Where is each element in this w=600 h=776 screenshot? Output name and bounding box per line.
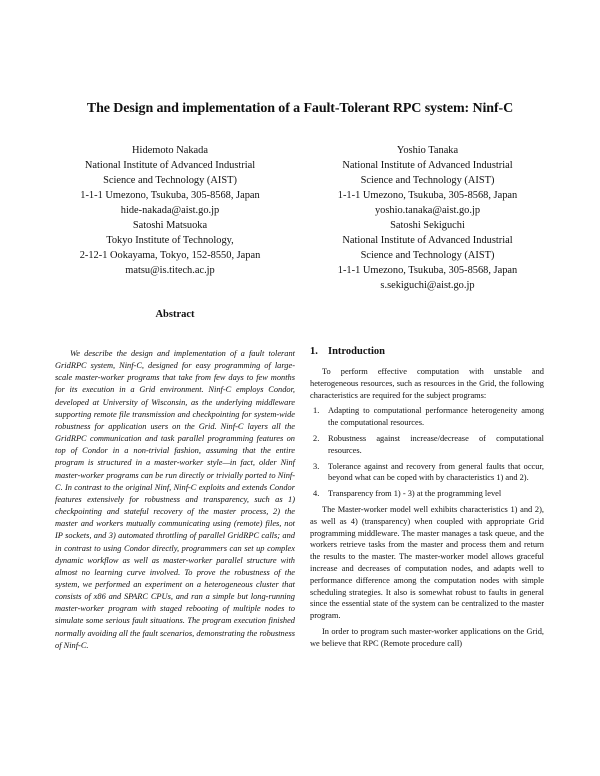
body-paragraph: The Master-worker model well exhibits characteristics 1) and 2), as well as 4) (transparency) when coupled with appropriate Grid programming middleware. The master manages a task queue, and the workers retrieve tasks from the master and process them and return the results to the master. The master-worker model allows graceful increase and decreases of computation nodes, and adapts well to performance difference among the computation nodes with simple scheduling strategies. It also is somewhat robust to faults in general since the essential state of the system can be centralized to the master program.	[310, 504, 544, 621]
author-block-matsuoka	[50, 218, 290, 278]
author-affiliation: Science and Technology (AIST)	[360, 250, 495, 261]
list-item	[310, 405, 544, 429]
author-affiliation: National Institute of Advanced Industrial	[84, 160, 256, 171]
author-email: hide-nakada@aist.go.jp	[120, 205, 220, 216]
author-affiliation: Science and Technology (AIST)	[103, 175, 237, 186]
author-block-tanaka	[305, 143, 550, 218]
list-item-number: 2.	[313, 433, 320, 443]
author-block-nakada	[50, 143, 290, 218]
author-address: 1-1-1 Umezono, Tsukuba, 305-8568, Japan	[337, 265, 518, 276]
author-address: 2-12-1 Ookayama, Tokyo, 152-8550, Japan	[79, 250, 261, 261]
list-item	[310, 461, 544, 485]
abstract-heading: Abstract	[155, 309, 195, 320]
author-email: yoshio.tanaka@aist.go.jp	[374, 205, 481, 216]
introduction-body	[310, 366, 544, 654]
author-email: s.sekiguchi@aist.go.jp	[380, 280, 475, 291]
author-block-sekiguchi	[305, 218, 550, 293]
list-item	[310, 488, 544, 500]
author-affiliation: National Institute of Advanced Industrial	[342, 160, 513, 171]
author-name: Satoshi Sekiguchi	[390, 220, 465, 231]
list-item-text: Robustness against increase/decrease of computational resources.	[328, 433, 544, 455]
author-name: Satoshi Matsuoka	[132, 220, 208, 231]
list-item-text: Transparency from 1) - 3) at the programming level	[328, 489, 502, 499]
paper-title: The Design and implementation of a Fault-Tolerant RPC system: Ninf-C	[86, 101, 514, 116]
author-name: Yoshio Tanaka	[396, 145, 459, 156]
author-address: 1-1-1 Umezono, Tsukuba, 305-8568, Japan	[337, 190, 518, 201]
abstract-body	[55, 348, 295, 652]
body-paragraph: To perform effective computation with unstable and heterogeneous resources, such as resources in the Grid, the following characteristics are required for the subject programs:	[310, 367, 544, 400]
author-name: Hidemoto Nakada	[132, 145, 208, 156]
section-title: Introduction	[328, 346, 385, 357]
author-address: 1-1-1 Umezono, Tsukuba, 305-8568, Japan	[80, 190, 260, 201]
author-affiliation: Science and Technology (AIST)	[360, 175, 495, 186]
author-email: matsu@is.titech.ac.jp	[125, 265, 215, 276]
list-item-number: 4.	[313, 489, 320, 499]
section-number: 1.	[310, 346, 318, 357]
list-item-text: Tolerance against and recovery from general faults that occur, beyond what can be coped with by characteristics 1) and 2).	[328, 461, 544, 483]
author-affiliation: National Institute of Advanced Industrial	[342, 235, 513, 246]
list-item	[310, 433, 544, 457]
author-affiliation: Tokyo Institute of Technology,	[106, 235, 234, 246]
list-item-number: 3.	[313, 461, 320, 471]
list-item-number: 1.	[313, 406, 320, 416]
abstract-paragraph: We describe the design and implementation of a fault tolerant GridRPC system, Ninf-C, designed for easy programming of large-scale master-worker programs that take from few days to few months for its execution in a Grid environment. Ninf-C employs Condor, developed at University of Wisconsin, as the underlying middleware supporting remote file transmission and checkpointing for system-wide robustness for application users on the Grid. Ninf-C layers all the GridRPC communication and task parallel programming features on top of Condor in a non-trivial fashion, assuming that the entire program is structured in a master-worker style—in fact, older Ninf master-worker programs can be run directly or trivially ported to Ninf-C. In contrast to the original Ninf, Ninf-C exploits and extends Condor features extensively for robustness and transparency, such as 1) checkpointing and stateful recovery of the master process, 2) the master and workers mutually communicating using (remote) files, not IP sockets, and 3) automated throttling of parallel GridRPC calls; and in contrast to using Condor directly, programmers can set up complex dynamic workflow as well as master-worker parallel structure with almost no learning curve involved. To prove the robustness of the system, we performed an experiment on a heterogeneous cluster that consists of x86 and SPARC CPUs, and ran a simple but long-running master-worker program with staged rebooting of multiple nodes to simulate some serious fault situations. The program execution finished normally avoiding all the fault scenarios, demonstrating the robustness of Ninf-C.	[55, 349, 295, 650]
section-heading-introduction	[310, 346, 385, 357]
list-item-text: Adapting to computational performance heterogeneity among the computational resources.	[328, 406, 544, 428]
characteristics-list	[310, 405, 544, 500]
body-paragraph: In order to program such master-worker applications on the Grid, we believe that RPC (Remote procedure call)	[310, 626, 544, 648]
